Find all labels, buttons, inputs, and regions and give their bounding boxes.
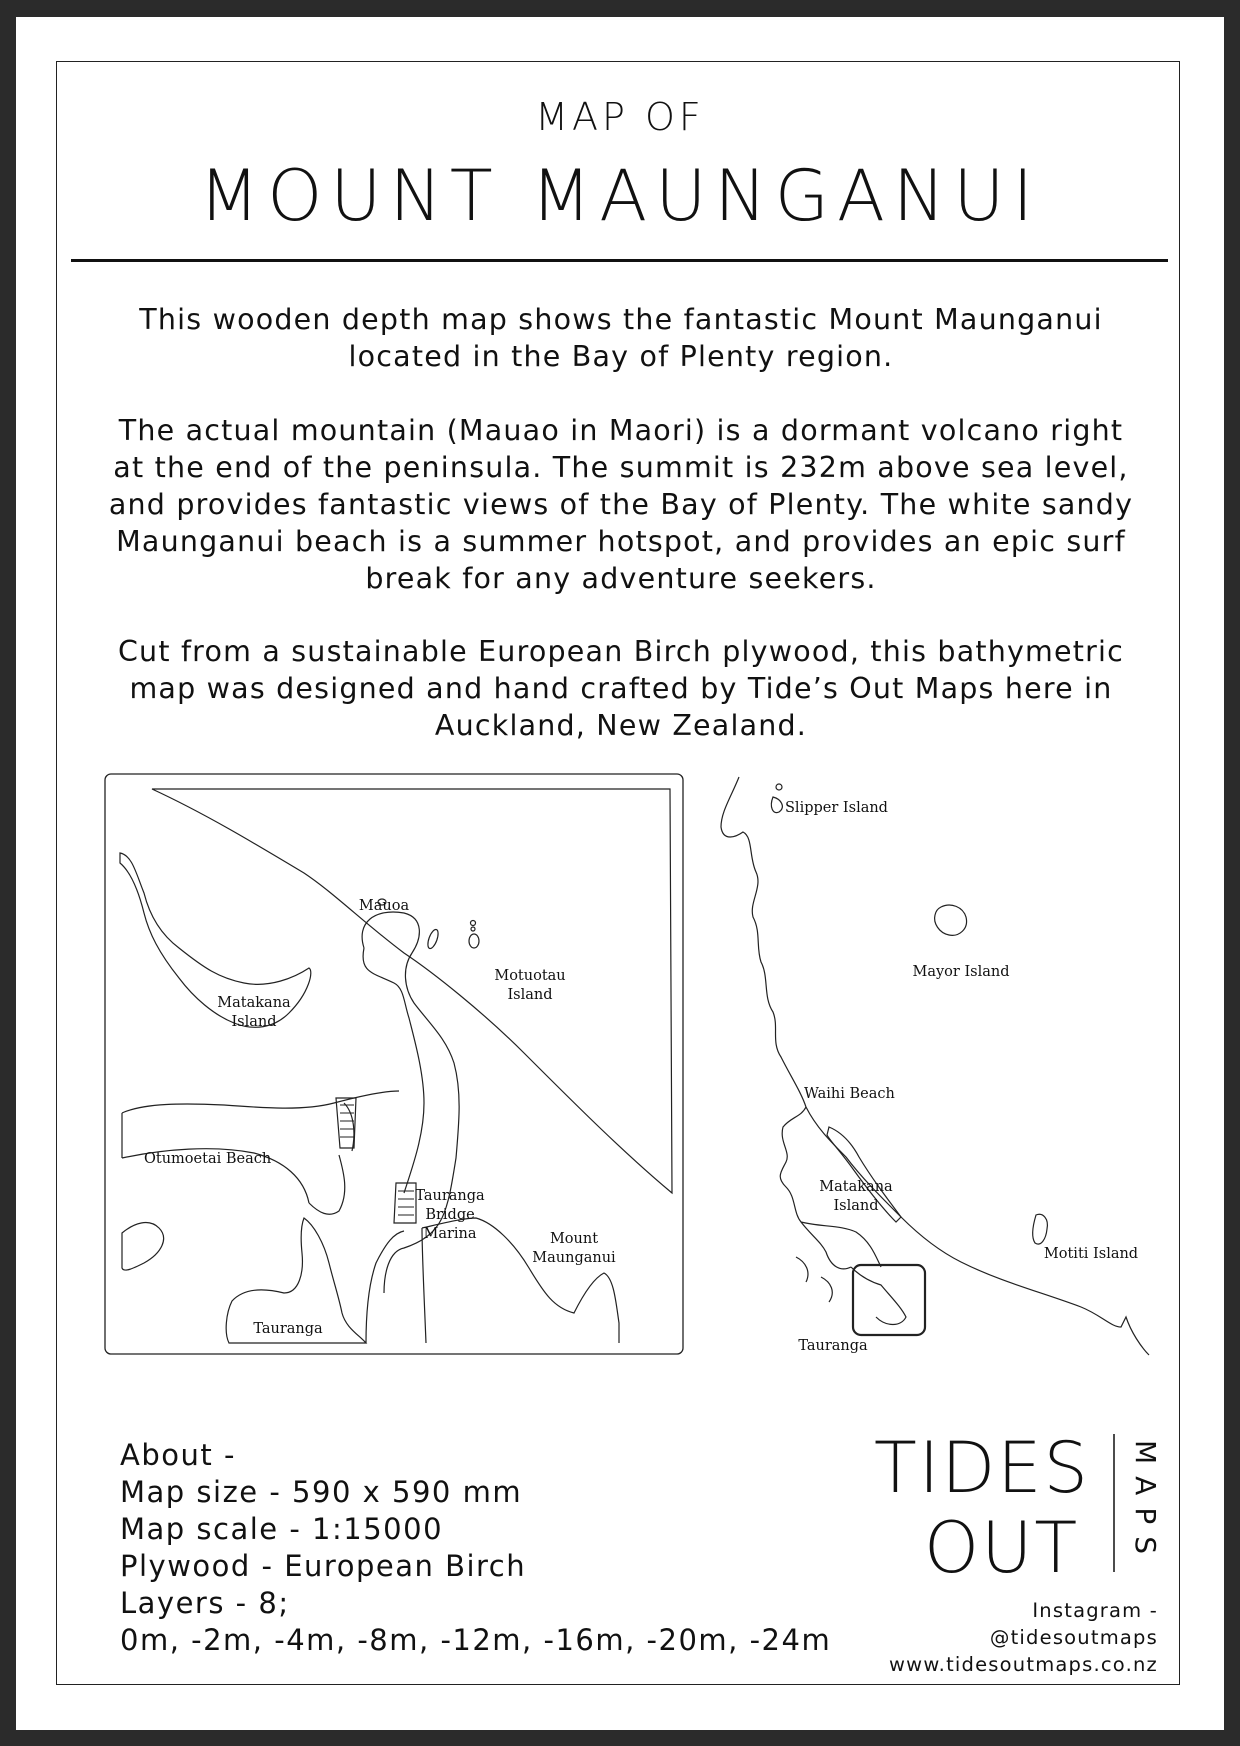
label-otumoetai-beach: Otumoetai Beach [144, 1151, 272, 1167]
label-matakana-island: Island [231, 1014, 277, 1030]
label-marina: Marina [423, 1226, 477, 1242]
label-mauoa: Mauoa [358, 898, 410, 914]
instagram-label: Instagram - [1032, 1599, 1158, 1622]
label-matakana: Matakana [217, 995, 291, 1011]
description-paragraph-2 [96, 412, 1146, 597]
about-section [120, 1437, 831, 1659]
label-tauranga: Tauranga [798, 1338, 868, 1354]
website-link[interactable]: www.tidesoutmaps.co.nz [889, 1653, 1158, 1676]
desc-line: located in the Bay of Plenty region. [348, 340, 894, 373]
about-map-scale: Map scale - 1:15000 [120, 1512, 444, 1546]
desc-line: Auckland, New Zealand. [434, 709, 808, 742]
label-motiti-island: Motiti Island [1043, 1246, 1139, 1262]
label-mayor-island: Mayor Island [912, 964, 1010, 980]
logo-word-out: OUT [924, 1507, 1080, 1582]
desc-line: Maunganui beach is a summer hotspot, and provides an epic surf [116, 525, 1126, 558]
label-motuotau-island: Island [507, 987, 553, 1003]
instagram-handle[interactable]: @tidesoutmaps [989, 1626, 1158, 1649]
desc-line: break for any adventure seekers. [365, 562, 877, 595]
label-tauranga-bridge: Tauranga [415, 1188, 485, 1204]
about-heading: About - [120, 1438, 236, 1472]
desc-line: This wooden depth map shows the fantastic Mount Maunganui [139, 303, 1103, 336]
desc-line: Cut from a sustainable European Birch plywood, this bathymetric [117, 635, 1125, 668]
about-map-size: Map size - 590 x 590 mm [120, 1475, 523, 1509]
desc-line: and provides fantastic views of the Bay of Plenty. The white sandy [108, 488, 1134, 521]
label-mount: Mount [549, 1231, 599, 1247]
about-layers: Layers - 8; [120, 1586, 290, 1620]
detail-map [104, 773, 684, 1355]
desc-line: The actual mountain (Mauao in Maori) is a dormant volcano right [118, 414, 1124, 447]
label-slipper-island: Slipper Island [785, 800, 888, 816]
poster-sheet [16, 17, 1224, 1730]
label-waihi-beach: Waihi Beach [804, 1086, 895, 1102]
region-map [701, 757, 1181, 1417]
page-title: MOUNT MAUNGANUI [198, 155, 1042, 237]
label-motuotau: Motuotau [494, 968, 566, 984]
about-depths: 0m, -2m, -4m, -8m, -12m, -16m, -20m, -24m [120, 1623, 832, 1657]
contact-info [889, 1597, 1158, 1678]
label-maunganui: Maunganui [532, 1250, 616, 1266]
description-paragraph-1 [96, 301, 1146, 375]
logo-word-maps: MAPS [1129, 1440, 1162, 1566]
logo-word-tides: TIDES [874, 1427, 1090, 1509]
pre-title: MAP OF [535, 95, 705, 139]
label-tauranga: Tauranga [253, 1321, 323, 1337]
desc-line: at the end of the peninsula. The summit is 232m above sea level, [113, 451, 1129, 484]
about-plywood: Plywood - European Birch [120, 1549, 527, 1583]
tides-out-maps-logo [874, 1422, 1174, 1582]
label-matakana: Matakana [819, 1179, 893, 1195]
title-divider [71, 259, 1168, 262]
label-bridge: Bridge [425, 1207, 475, 1223]
desc-line: map was designed and hand crafted by Tide’s Out Maps here in [129, 672, 1113, 705]
description-paragraph-3 [96, 633, 1146, 744]
label-matakana-island: Island [833, 1198, 879, 1214]
